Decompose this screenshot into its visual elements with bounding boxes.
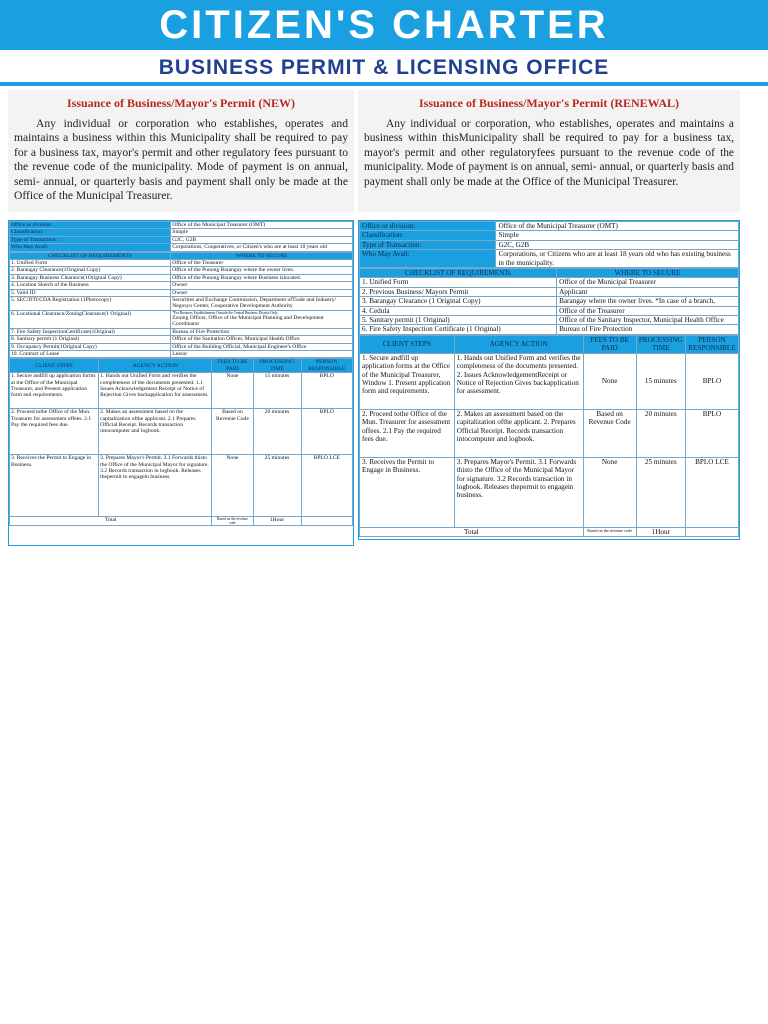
new-permit-tables [8, 220, 354, 546]
checklist-req: 4. Location Sketch of the Business [10, 282, 171, 289]
renewal-permit-description: Any individual or corporation, who establishes, operates and maintains a business within thisMunicipality shall be required to pay for a business tax, mayor's permit and other regulatoryfees pursuant to the revenue code of the municipality. Mode of payment is on annual, semi- annual, or quarterly basis and payment shall only be made at the Office of the Municipal Treasurer. [364, 118, 734, 188]
checklist-where: Office of the Sanitary Inspector, Municipal Health Office [557, 316, 739, 325]
checklist-header-row [360, 269, 739, 278]
steps-header-agency: AGENCY ACTION [454, 335, 583, 353]
step-fees: None [212, 373, 253, 409]
info-value: Simple [496, 231, 739, 240]
page-title: CITIZEN'S CHARTER [159, 3, 609, 47]
steps-header-agency: AGENCY ACTION [99, 359, 212, 373]
step-agency: 2. Makes an assessment based on the capitalization ofthe applicant. 2.1 Prepares Official Receipt. Records transaction intocomputer and logbook. [99, 409, 212, 455]
checklist-req: 9. Occupancy Permit(1Original Copy) [10, 343, 171, 350]
info-value: Corporations, or Citizens who are at least 18 years old who has existing business in the municipality. [496, 250, 739, 268]
renewal-permit-intro [358, 90, 740, 212]
info-row [10, 236, 353, 243]
checklist-row [10, 274, 353, 281]
checklist-where: Office of the Punong Barangay where Business islocated. [171, 274, 353, 281]
checklist-row [10, 297, 353, 311]
step-agency: 1. Hands out Unified Form and verifies the completeness of the documents presented. 2. Issues AcknowledgementReceipt or Notice of Rejection Gives backapplication for assessment. [454, 353, 583, 409]
checklist-req: 7. Fire Safety InspectionCertificate(1Original) [10, 328, 171, 335]
renewal-permit-info-table [359, 221, 739, 268]
checklist-req: 1. Unified Form [10, 260, 171, 267]
step-agency: 3. Prepares Mayor's Permit. 3.1 Forwards thisto the Office of the Municipal Mayor for signature. 3.2 Records transaction in logbook. Releases thepermit to engagein business. [454, 457, 583, 527]
checklist-where: Zoning Officer, Office of the Municipal Planning and Development Coordinator [172, 314, 324, 328]
step-fees: None [583, 353, 636, 409]
step-agency: 3. Prepares Mayor's Permit. 3.1 Forwards thisto the Office of the Municipal Mayor for signature. 3.2 Records transaction in logbook. Releases thepermit to engagein business. [99, 455, 212, 517]
steps-header-person: PERSON RESPONSIBLE [301, 359, 352, 373]
steps-header-time: PROCESSING TIME [253, 359, 301, 373]
checklist-row [10, 260, 353, 267]
info-row [10, 222, 353, 229]
checklist-req: 5. Sanitary permit (1 Original) [360, 316, 557, 325]
step-person: BPLO [301, 409, 352, 455]
info-label: Type of Transaction: [10, 236, 171, 243]
info-label: Who May Avail: [360, 250, 496, 268]
info-label: Office or division: [10, 222, 171, 229]
checklist-req: 5. Valid ID [10, 289, 171, 296]
checklist-where-cell [171, 310, 353, 328]
total-fees: Based on the revenue code [212, 517, 253, 526]
checklist-where: Bureau of Fire Protection [171, 328, 353, 335]
checklist-where: Owner [171, 289, 353, 296]
checklist-where: Securities and Exchange Commission, Department ofTrade and Industry/ Negosyo Center, Cooperative Development Authority [171, 297, 353, 311]
checklist-req: 10. Contract of Lease [10, 350, 171, 357]
step-client: 2. Proceed tothe Office of the Mun. Treasurer for assessment offees. 2.1 Pay the required fees due. [10, 409, 99, 455]
new-permit-info-table [9, 221, 353, 252]
total-fees: Based on the revenue code [583, 527, 636, 536]
step-person: BPLO LCE [301, 455, 352, 517]
checklist-req: 8. Sanitary permit (1 Original) [10, 336, 171, 343]
step-agency: 1. Hands out Unified Form and verifies the completeness of the documents presented. 1.1 Issues Acknowledgement Receipt or Notice of Rejection Gives backapplication for assessment. [99, 373, 212, 409]
info-row [360, 231, 739, 240]
info-row [10, 244, 353, 251]
step-time: 20 minutes [636, 409, 685, 457]
checklist-req: 5. SEC/DTI/CDA Registration (1Photocopy) [10, 297, 171, 311]
checklist-header-row [10, 252, 353, 259]
checklist-where: Office of the Treasurer [557, 306, 739, 315]
checklist-row [360, 306, 739, 315]
info-row [360, 250, 739, 268]
new-permit-title: Issuance of Business/Mayor's Permit (NEW) [67, 96, 295, 110]
info-value: Office of the Municipal Treasurer (OMT) [496, 222, 739, 231]
checklist-row [360, 316, 739, 325]
page-subtitle: BUSINESS PERMIT & LICENSING OFFICE [158, 56, 610, 79]
steps-row [360, 353, 739, 409]
step-fees: Based on Revenue Code [583, 409, 636, 457]
step-client: 1. Secure andfill up application forms at the Office of the Municipal Treasurer, Window 1. Present application form and requirements. [360, 353, 455, 409]
checklist-row [10, 289, 353, 296]
info-value: Office of the Municipal Treasurer (OMT) [171, 222, 353, 229]
checklist-row [10, 336, 353, 343]
checklist-req: 1. Unified Form [360, 278, 557, 287]
checklist-row [10, 328, 353, 335]
checklist-req: 3. Barangay Clearance (1 Original Copy) [360, 297, 557, 306]
step-time: 15 minutes [636, 353, 685, 409]
checklist-header-where: WHERE TO SECURE [171, 252, 353, 259]
steps-header-row [10, 359, 353, 373]
checklist-row [10, 282, 353, 289]
info-value: G2C, G2B [171, 236, 353, 243]
checklist-row [360, 297, 739, 306]
steps-header-time: PROCESSING TIME [636, 335, 685, 353]
step-time: 20 minutes [253, 409, 301, 455]
info-row [360, 222, 739, 231]
step-fees: None [212, 455, 253, 517]
info-label: Type of Transaction: [360, 240, 496, 249]
steps-header-fees: FEES TO BE PAID [212, 359, 253, 373]
step-agency: 2. Makes an assessment based on the capitalization ofthe applicant. 2. Prepares Official Receipt. Records transaction intocomputer and logbook. [454, 409, 583, 457]
checklist-row [360, 287, 739, 296]
step-fees: Based on Revenue Code [212, 409, 253, 455]
renewal-permit-column [358, 90, 740, 536]
step-person: BPLO [301, 373, 352, 409]
steps-header-client: CLIENT STEPS [360, 335, 455, 353]
checklist-header-where: WHERE TO SECURE [557, 269, 739, 278]
renewal-permit-title: Issuance of Business/Mayor's Permit (RENEWAL) [419, 96, 679, 110]
checklist-row [360, 325, 739, 334]
checklist-row [10, 343, 353, 350]
total-person [301, 517, 352, 526]
step-time: 15 minutes [253, 373, 301, 409]
step-person: BPLO [685, 409, 738, 457]
checklist-where: Office of the Building Official, Municipal Engineer's Office [171, 343, 353, 350]
info-value: G2C, G2B [496, 240, 739, 249]
steps-row [360, 457, 739, 527]
total-time: 1Hour [253, 517, 301, 526]
checklist-req: 6. Fire Safety Inspection Certificate (1 Original) [360, 325, 557, 334]
steps-row [10, 455, 353, 517]
renewal-permit-steps-table [359, 335, 739, 537]
step-person: BPLO [685, 353, 738, 409]
subtitle-rule [0, 82, 768, 86]
checklist-where: Applicant [557, 287, 739, 296]
info-row [360, 240, 739, 249]
checklist-row [10, 350, 353, 357]
checklist-where: Office of the Sanitation Officer, Municipal Health Office [171, 336, 353, 343]
step-client: 2. Proceed tothe Office of the Mun. Treasurer for assessment offees. 2.1 Pay the required fees due. [360, 409, 455, 457]
checklist-row [10, 267, 353, 274]
new-permit-intro [8, 90, 354, 212]
step-time: 25 minutes [636, 457, 685, 527]
checklist-req: 6. Locational Clearance/ZoningClearance(1 Original) [10, 310, 171, 328]
checklist-where: Owner [171, 282, 353, 289]
checklist-where: Office of the Punong Barangay where the owner lives. [171, 267, 353, 274]
checklist-header-req: CHECKLIST OF REQUIREMENTs [360, 269, 557, 278]
checklist-where: Office of the Treasurer [171, 260, 353, 267]
checklist-req: 2. Previous Business/ Mayors Permit [360, 287, 557, 296]
step-client: 3. Receives the Permit to Engage in Business. [360, 457, 455, 527]
checklist-note: *For Business Establishments Outside the Central Business District Only [172, 310, 278, 315]
new-permit-description: Any individual or corporation who establishes, operates and maintains a business within this Municipality shall be required to pay for a business tax, mayor's permit and other regulatory fees pursuant to the revenue code of the municipality. Mode of payment is on annual, semi- annual, or quarterly basis and payment shall only be made at the Office of the Municipal Treasurer. [14, 117, 348, 203]
total-label: Total [10, 517, 212, 526]
renewal-permit-tables [358, 220, 740, 540]
checklist-row [10, 310, 353, 328]
info-value: Simple [171, 229, 353, 236]
steps-row [10, 373, 353, 409]
renewal-permit-checklist-table [359, 268, 739, 335]
steps-header-person: PERSON RESPONSIBLE [685, 335, 738, 353]
step-time: 25 minutes [253, 455, 301, 517]
checklist-req: 4. Cedula [360, 306, 557, 315]
total-label: Total [360, 527, 584, 536]
checklist-where: Office of the Municipal Treasurer [557, 278, 739, 287]
steps-row [360, 409, 739, 457]
info-label: Classification: [10, 229, 171, 236]
checklist-where: Lessor [171, 350, 353, 357]
checklist-where: Bureau of Fire Protection [557, 325, 739, 334]
checklist-req: 2. Barangay Clearance(1Original Copy) [10, 267, 171, 274]
total-time: 1Hour [636, 527, 685, 536]
new-permit-checklist-table [9, 252, 353, 359]
info-label: Office or division: [360, 222, 496, 231]
checklist-row [360, 278, 739, 287]
new-permit-column [8, 90, 354, 526]
steps-total-row [10, 517, 353, 526]
checklist-header-req: CHECKLIST OF REQUIREMENTS [10, 252, 171, 259]
info-label: Classification: [360, 231, 496, 240]
step-client: 1. Secure andfill up application forms at the Office of the Municipal Treasurer, and Present application form and requirements. [10, 373, 99, 409]
steps-header-row [360, 335, 739, 353]
info-label: Who May Avail: [10, 244, 171, 251]
info-row [10, 229, 353, 236]
total-person [685, 527, 738, 536]
step-client: 3. Receives the Permit to Engage in Business. [10, 455, 99, 517]
step-person: BPLO LCE [685, 457, 738, 527]
steps-header-client: CLIENT STEPS [10, 359, 99, 373]
steps-row [10, 409, 353, 455]
steps-total-row [360, 527, 739, 536]
new-permit-steps-table [9, 358, 353, 526]
checklist-where: Barangay where the owner lives. *In case of a branch, [557, 297, 739, 306]
step-fees: None [583, 457, 636, 527]
steps-header-fees: FEES TO BE PAID [583, 335, 636, 353]
checklist-req: 3. Barangay Business Clearance(1Original Copy) [10, 274, 171, 281]
info-value: Corporations, Cooperatives, or Citizen's who are at least 18 years old [171, 244, 353, 251]
